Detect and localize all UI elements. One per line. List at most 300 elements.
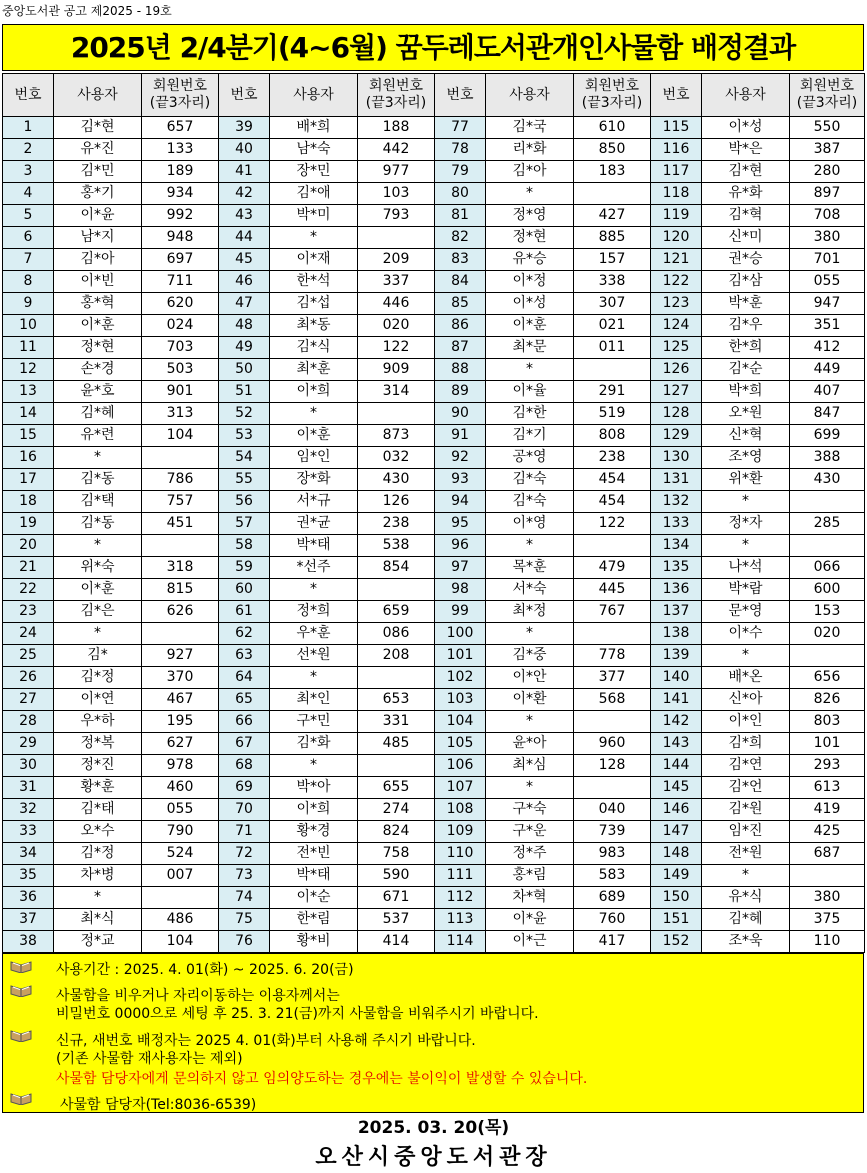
member-number bbox=[142, 535, 219, 557]
member-number: 901 bbox=[142, 381, 219, 403]
locker-number: 46 bbox=[219, 271, 270, 293]
user-name: 김* bbox=[54, 645, 142, 667]
locker-number: 26 bbox=[3, 667, 54, 689]
user-name: 서*규 bbox=[270, 491, 358, 513]
locker-number: 47 bbox=[219, 293, 270, 315]
table-row bbox=[3, 887, 865, 909]
header-no: 번호 bbox=[651, 74, 702, 117]
header-member: 회원번호 (끝3자리) bbox=[358, 74, 435, 117]
member-number: 122 bbox=[358, 337, 435, 359]
locker-number: 123 bbox=[651, 293, 702, 315]
user-name: * bbox=[702, 645, 790, 667]
locker-number: 51 bbox=[219, 381, 270, 403]
usage-period: 사용기간 : 2025. 4. 01(화) ~ 2025. 6. 20(금) bbox=[56, 962, 354, 978]
user-name: 장*화 bbox=[270, 469, 358, 491]
member-number: 847 bbox=[790, 403, 865, 425]
member-number: 407 bbox=[790, 381, 865, 403]
locker-number: 143 bbox=[651, 733, 702, 755]
user-name: 박*아 bbox=[270, 777, 358, 799]
locker-number: 64 bbox=[219, 667, 270, 689]
member-number: 238 bbox=[574, 447, 651, 469]
member-number: 430 bbox=[790, 469, 865, 491]
locker-number: 105 bbox=[435, 733, 486, 755]
user-name: 이*정 bbox=[486, 271, 574, 293]
user-name: 남*지 bbox=[54, 227, 142, 249]
locker-number: 149 bbox=[651, 865, 702, 887]
user-name: 이*환 bbox=[486, 689, 574, 711]
locker-number: 41 bbox=[219, 161, 270, 183]
user-name: 박*람 bbox=[702, 579, 790, 601]
member-number: 419 bbox=[790, 799, 865, 821]
user-name: 홍*기 bbox=[54, 183, 142, 205]
member-number: 291 bbox=[574, 381, 651, 403]
user-name: 조*영 bbox=[702, 447, 790, 469]
locker-number: 39 bbox=[219, 117, 270, 139]
user-name: 신*혁 bbox=[702, 425, 790, 447]
user-name: 정*희 bbox=[270, 601, 358, 623]
user-name: 최*인 bbox=[270, 689, 358, 711]
user-name: 전*빈 bbox=[270, 843, 358, 865]
table-row bbox=[3, 469, 865, 491]
header-no: 번호 bbox=[219, 74, 270, 117]
locker-number: 48 bbox=[219, 315, 270, 337]
locker-number: 88 bbox=[435, 359, 486, 381]
table-row bbox=[3, 117, 865, 139]
member-number: 427 bbox=[574, 205, 651, 227]
user-name: 이*희 bbox=[270, 381, 358, 403]
locker-number: 20 bbox=[3, 535, 54, 557]
locker-number: 113 bbox=[435, 909, 486, 931]
member-number: 948 bbox=[142, 227, 219, 249]
member-number: 445 bbox=[574, 579, 651, 601]
locker-number: 135 bbox=[651, 557, 702, 579]
user-name: 이*인 bbox=[702, 711, 790, 733]
member-number: 307 bbox=[574, 293, 651, 315]
table-row bbox=[3, 557, 865, 579]
user-name: 손*경 bbox=[54, 359, 142, 381]
user-name: 정*진 bbox=[54, 755, 142, 777]
user-name: 박*은 bbox=[702, 139, 790, 161]
locker-number: 62 bbox=[219, 623, 270, 645]
member-number: 451 bbox=[142, 513, 219, 535]
user-name: 차*혁 bbox=[486, 887, 574, 909]
table-row bbox=[3, 931, 865, 953]
member-number: 417 bbox=[574, 931, 651, 953]
locker-number: 35 bbox=[3, 865, 54, 887]
user-name: * bbox=[54, 623, 142, 645]
member-number: 885 bbox=[574, 227, 651, 249]
user-name: * bbox=[54, 447, 142, 469]
member-number: 104 bbox=[142, 425, 219, 447]
member-number: 793 bbox=[358, 205, 435, 227]
table-row bbox=[3, 491, 865, 513]
locker-number: 67 bbox=[219, 733, 270, 755]
locker-number: 112 bbox=[435, 887, 486, 909]
locker-number: 114 bbox=[435, 931, 486, 953]
member-number: 826 bbox=[790, 689, 865, 711]
locker-number: 148 bbox=[651, 843, 702, 865]
user-name: 위*환 bbox=[702, 469, 790, 491]
locker-number: 61 bbox=[219, 601, 270, 623]
user-name: * bbox=[486, 359, 574, 381]
member-number: 503 bbox=[142, 359, 219, 381]
member-number: 370 bbox=[142, 667, 219, 689]
user-name: 신*아 bbox=[702, 689, 790, 711]
user-name: 박*희 bbox=[702, 381, 790, 403]
user-name: 최*정 bbox=[486, 601, 574, 623]
member-number: 122 bbox=[574, 513, 651, 535]
user-name: 정*현 bbox=[486, 227, 574, 249]
table-row bbox=[3, 359, 865, 381]
header-user: 사용자 bbox=[702, 74, 790, 117]
user-name: 조*욱 bbox=[702, 931, 790, 953]
locker-number: 83 bbox=[435, 249, 486, 271]
member-number: 377 bbox=[574, 667, 651, 689]
user-name: 김*택 bbox=[54, 491, 142, 513]
user-name: 김*언 bbox=[702, 777, 790, 799]
table-row bbox=[3, 403, 865, 425]
member-number: 524 bbox=[142, 843, 219, 865]
user-name: 김*현 bbox=[54, 117, 142, 139]
member-number: 627 bbox=[142, 733, 219, 755]
locker-number: 93 bbox=[435, 469, 486, 491]
member-number: 086 bbox=[358, 623, 435, 645]
locker-number: 86 bbox=[435, 315, 486, 337]
header-member: 회원번호 (끝3자리) bbox=[574, 74, 651, 117]
user-name: 김*정 bbox=[54, 843, 142, 865]
member-number bbox=[790, 645, 865, 667]
locker-number: 17 bbox=[3, 469, 54, 491]
member-number: 934 bbox=[142, 183, 219, 205]
member-number: 128 bbox=[574, 755, 651, 777]
member-number: 671 bbox=[358, 887, 435, 909]
locker-number: 91 bbox=[435, 425, 486, 447]
locker-number: 119 bbox=[651, 205, 702, 227]
member-number: 850 bbox=[574, 139, 651, 161]
member-number: 760 bbox=[574, 909, 651, 931]
announcement-date: 2025. 03. 20(목) bbox=[357, 1118, 510, 1138]
user-name: * bbox=[270, 403, 358, 425]
member-number: 380 bbox=[790, 887, 865, 909]
user-name: * bbox=[54, 535, 142, 557]
user-name: 유*진 bbox=[54, 139, 142, 161]
member-number: 331 bbox=[358, 711, 435, 733]
member-number: 757 bbox=[142, 491, 219, 513]
user-name: 김*혜 bbox=[54, 403, 142, 425]
locker-number: 89 bbox=[435, 381, 486, 403]
table-row bbox=[3, 645, 865, 667]
book-icon bbox=[10, 959, 32, 973]
user-name: 정*영 bbox=[486, 205, 574, 227]
member-number: 110 bbox=[790, 931, 865, 953]
user-name: 권*승 bbox=[702, 249, 790, 271]
locker-number: 19 bbox=[3, 513, 54, 535]
member-number: 446 bbox=[358, 293, 435, 315]
user-name: 이*안 bbox=[486, 667, 574, 689]
user-name: 우*하 bbox=[54, 711, 142, 733]
table-row bbox=[3, 249, 865, 271]
user-name: * bbox=[486, 623, 574, 645]
user-name: *선주 bbox=[270, 557, 358, 579]
locker-number: 96 bbox=[435, 535, 486, 557]
table-row bbox=[3, 623, 865, 645]
user-name: * bbox=[486, 711, 574, 733]
locker-number: 9 bbox=[3, 293, 54, 315]
locker-number: 55 bbox=[219, 469, 270, 491]
locker-number: 70 bbox=[219, 799, 270, 821]
user-name: 이*성 bbox=[486, 293, 574, 315]
user-name: 윤*아 bbox=[486, 733, 574, 755]
member-number bbox=[358, 667, 435, 689]
locker-number: 44 bbox=[219, 227, 270, 249]
locker-number: 127 bbox=[651, 381, 702, 403]
member-number: 337 bbox=[358, 271, 435, 293]
user-name: 이*연 bbox=[54, 689, 142, 711]
member-number: 803 bbox=[790, 711, 865, 733]
member-number: 778 bbox=[574, 645, 651, 667]
member-number: 659 bbox=[358, 601, 435, 623]
locker-number: 94 bbox=[435, 491, 486, 513]
member-number: 280 bbox=[790, 161, 865, 183]
locker-number: 103 bbox=[435, 689, 486, 711]
user-name: 윤*호 bbox=[54, 381, 142, 403]
user-name: 김*혜 bbox=[702, 909, 790, 931]
table-row bbox=[3, 381, 865, 403]
member-number: 103 bbox=[358, 183, 435, 205]
user-name: 오*원 bbox=[702, 403, 790, 425]
member-number: 790 bbox=[142, 821, 219, 843]
user-name: * bbox=[270, 667, 358, 689]
locker-number: 13 bbox=[3, 381, 54, 403]
locker-number: 49 bbox=[219, 337, 270, 359]
member-number: 032 bbox=[358, 447, 435, 469]
user-name: 황*비 bbox=[270, 931, 358, 953]
locker-number: 142 bbox=[651, 711, 702, 733]
locker-number: 77 bbox=[435, 117, 486, 139]
member-number: 425 bbox=[790, 821, 865, 843]
locker-number: 118 bbox=[651, 183, 702, 205]
table-row bbox=[3, 271, 865, 293]
locker-number: 4 bbox=[3, 183, 54, 205]
user-name: 정*주 bbox=[486, 843, 574, 865]
user-name: * bbox=[270, 227, 358, 249]
header-member: 회원번호 (끝3자리) bbox=[142, 74, 219, 117]
member-number: 133 bbox=[142, 139, 219, 161]
locker-number: 71 bbox=[219, 821, 270, 843]
member-number: 657 bbox=[142, 117, 219, 139]
member-number: 011 bbox=[574, 337, 651, 359]
locker-number: 42 bbox=[219, 183, 270, 205]
new-assign-line1: 신규, 새번호 배정자는 2025 4. 01(화)부터 사용해 주시기 바랍니다. bbox=[56, 1033, 476, 1049]
member-number: 101 bbox=[790, 733, 865, 755]
table-row bbox=[3, 513, 865, 535]
header-user: 사용자 bbox=[486, 74, 574, 117]
member-number: 653 bbox=[358, 689, 435, 711]
user-name: 김*기 bbox=[486, 425, 574, 447]
member-number: 703 bbox=[142, 337, 219, 359]
user-name: 우*훈 bbox=[270, 623, 358, 645]
member-number: 687 bbox=[790, 843, 865, 865]
user-name: 이*희 bbox=[270, 799, 358, 821]
locker-number: 15 bbox=[3, 425, 54, 447]
user-name: 차*병 bbox=[54, 865, 142, 887]
locker-number: 99 bbox=[435, 601, 486, 623]
locker-number: 129 bbox=[651, 425, 702, 447]
member-number: 024 bbox=[142, 315, 219, 337]
member-number bbox=[142, 447, 219, 469]
member-number: 157 bbox=[574, 249, 651, 271]
locker-number: 81 bbox=[435, 205, 486, 227]
locker-number: 79 bbox=[435, 161, 486, 183]
member-number: 183 bbox=[574, 161, 651, 183]
table-row bbox=[3, 689, 865, 711]
member-number: 274 bbox=[358, 799, 435, 821]
member-number: 758 bbox=[358, 843, 435, 865]
header-member: 회원번호 (끝3자리) bbox=[790, 74, 865, 117]
locker-number: 100 bbox=[435, 623, 486, 645]
user-name: 이*윤 bbox=[54, 205, 142, 227]
locker-number: 115 bbox=[651, 117, 702, 139]
user-name: 이*영 bbox=[486, 513, 574, 535]
locker-number: 73 bbox=[219, 865, 270, 887]
user-name: * bbox=[54, 887, 142, 909]
locker-number: 3 bbox=[3, 161, 54, 183]
locker-number: 120 bbox=[651, 227, 702, 249]
user-name: * bbox=[486, 535, 574, 557]
user-name: 나*석 bbox=[702, 557, 790, 579]
user-name: 최*식 bbox=[54, 909, 142, 931]
user-name: 박*훈 bbox=[702, 293, 790, 315]
member-number: 739 bbox=[574, 821, 651, 843]
table-row bbox=[3, 579, 865, 601]
user-name: 유*화 bbox=[702, 183, 790, 205]
user-name: 김*애 bbox=[270, 183, 358, 205]
member-number bbox=[574, 535, 651, 557]
user-name: 리*화 bbox=[486, 139, 574, 161]
member-number: 388 bbox=[790, 447, 865, 469]
member-number: 209 bbox=[358, 249, 435, 271]
table-row bbox=[3, 777, 865, 799]
table-body bbox=[3, 117, 865, 953]
member-number bbox=[574, 359, 651, 381]
user-name: 이*율 bbox=[486, 381, 574, 403]
user-name: 홍*혁 bbox=[54, 293, 142, 315]
table-row bbox=[3, 315, 865, 337]
empty-notice-line1: 사물함을 비우거나 자리이동하는 이용자께서는 bbox=[56, 988, 340, 1004]
user-name: 김*국 bbox=[486, 117, 574, 139]
locker-number: 75 bbox=[219, 909, 270, 931]
locker-number: 78 bbox=[435, 139, 486, 161]
locker-number: 56 bbox=[219, 491, 270, 513]
locker-number: 126 bbox=[651, 359, 702, 381]
user-name: 전*원 bbox=[702, 843, 790, 865]
user-name: 김*원 bbox=[702, 799, 790, 821]
header-no: 번호 bbox=[3, 74, 54, 117]
table-row bbox=[3, 865, 865, 887]
locker-number: 150 bbox=[651, 887, 702, 909]
locker-number: 111 bbox=[435, 865, 486, 887]
user-name: 황*경 bbox=[270, 821, 358, 843]
locker-number: 151 bbox=[651, 909, 702, 931]
user-name: 이*재 bbox=[270, 249, 358, 271]
locker-number: 102 bbox=[435, 667, 486, 689]
member-number: 055 bbox=[790, 271, 865, 293]
locker-number: 57 bbox=[219, 513, 270, 535]
locker-number: 110 bbox=[435, 843, 486, 865]
locker-number: 34 bbox=[3, 843, 54, 865]
user-name: 김*정 bbox=[54, 667, 142, 689]
page-title: 2025년 2/4분기(4~6월) 꿈두레도서관개인사물함 배정결과 bbox=[2, 24, 864, 71]
book-icon bbox=[10, 1028, 32, 1042]
user-name: 문*영 bbox=[702, 601, 790, 623]
member-number: 613 bbox=[790, 777, 865, 799]
member-number: 285 bbox=[790, 513, 865, 535]
user-name: 임*인 bbox=[270, 447, 358, 469]
user-name: 이*훈 bbox=[270, 425, 358, 447]
user-name: 정*교 bbox=[54, 931, 142, 953]
member-number bbox=[790, 491, 865, 513]
member-number: 380 bbox=[790, 227, 865, 249]
user-name: 김*섭 bbox=[270, 293, 358, 315]
table-row bbox=[3, 535, 865, 557]
user-name: 이*훈 bbox=[486, 315, 574, 337]
locker-number: 144 bbox=[651, 755, 702, 777]
user-name: 선*원 bbox=[270, 645, 358, 667]
locker-number: 124 bbox=[651, 315, 702, 337]
user-name: 공*영 bbox=[486, 447, 574, 469]
member-number: 189 bbox=[142, 161, 219, 183]
member-number: 873 bbox=[358, 425, 435, 447]
book-icon bbox=[10, 1091, 32, 1105]
organization-name: 오산시중앙도서관장 bbox=[315, 1145, 552, 1170]
member-number: 550 bbox=[790, 117, 865, 139]
member-number: 066 bbox=[790, 557, 865, 579]
locker-number: 92 bbox=[435, 447, 486, 469]
user-name: 김*아 bbox=[486, 161, 574, 183]
member-number: 467 bbox=[142, 689, 219, 711]
member-number: 697 bbox=[142, 249, 219, 271]
member-number: 126 bbox=[358, 491, 435, 513]
locker-number: 131 bbox=[651, 469, 702, 491]
user-name: 한*희 bbox=[702, 337, 790, 359]
member-number: 412 bbox=[790, 337, 865, 359]
table-header-row bbox=[3, 74, 865, 117]
member-number bbox=[790, 865, 865, 887]
table-row bbox=[3, 755, 865, 777]
locker-number: 72 bbox=[219, 843, 270, 865]
table-row bbox=[3, 425, 865, 447]
table-row bbox=[3, 139, 865, 161]
user-name: 김*연 bbox=[702, 755, 790, 777]
member-number: 815 bbox=[142, 579, 219, 601]
user-name: * bbox=[702, 491, 790, 513]
user-name: * bbox=[702, 865, 790, 887]
locker-number: 132 bbox=[651, 491, 702, 513]
locker-number: 2 bbox=[3, 139, 54, 161]
member-number: 414 bbox=[358, 931, 435, 953]
user-name: 오*수 bbox=[54, 821, 142, 843]
table-row bbox=[3, 799, 865, 821]
user-name: * bbox=[270, 579, 358, 601]
locker-number: 43 bbox=[219, 205, 270, 227]
user-name: 이*훈 bbox=[54, 315, 142, 337]
member-number: 188 bbox=[358, 117, 435, 139]
locker-number: 65 bbox=[219, 689, 270, 711]
member-number: 701 bbox=[790, 249, 865, 271]
locker-number: 97 bbox=[435, 557, 486, 579]
locker-number: 12 bbox=[3, 359, 54, 381]
locker-number: 104 bbox=[435, 711, 486, 733]
